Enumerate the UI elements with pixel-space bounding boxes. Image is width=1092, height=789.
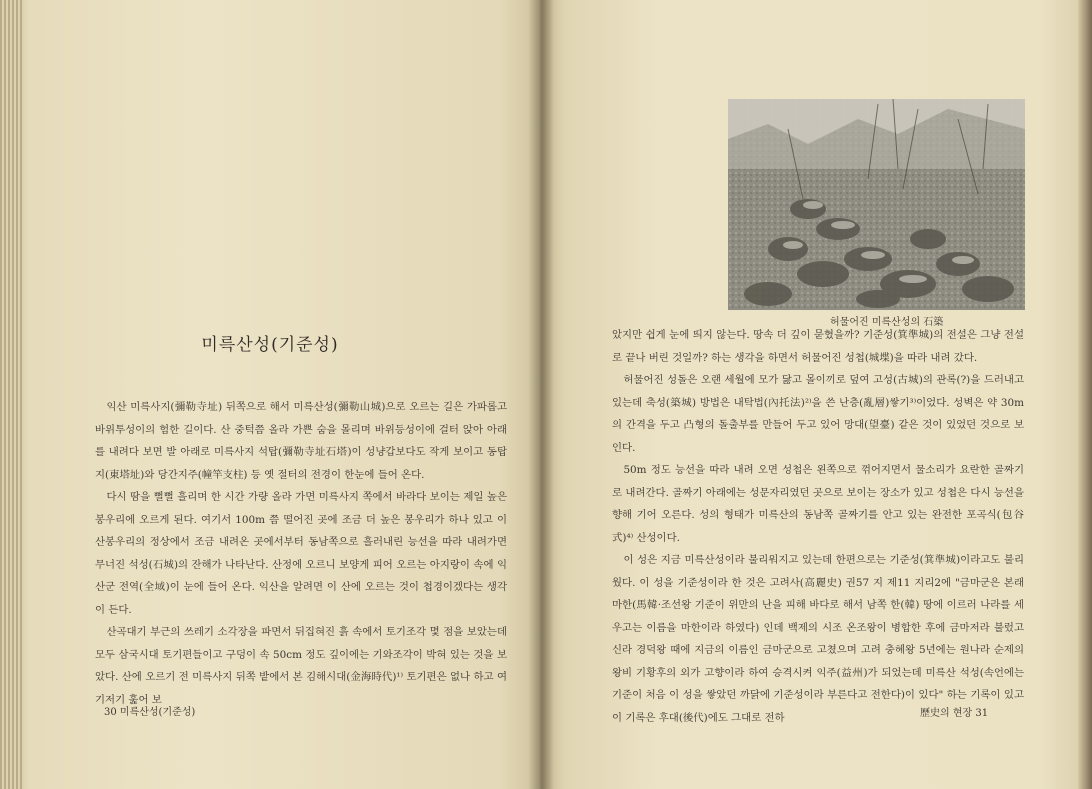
book-gutter <box>528 0 554 789</box>
paragraph: 허물어진 성돌은 오랜 세월에 모가 닳고 몰이끼로 덮여 고성(古城)의 관록(?)을 드러내고 있는데 축성(築城) 방법은 내탁법(內托法)²⁾을 쓴 난층(亂層)쌓기³⁾이었다. 성벽은 약 30m의 간격을 두고 凸형의 돌출부를 만들어 두고 있어 망대(望臺) 같은 것이 있었던 것으로 보인다. <box>612 374 1024 454</box>
right-body-text <box>612 324 1024 729</box>
paragraph: 산곡대기 부근의 쓰레기 소각장을 파면서 뒤집혀진 흙 속에서 토기조각 몇 점을 보았는데 모두 삼국시대 토기편들이고 구덩이 속 50cm 정도 깊이에는 기와조각이 박혀 있는 것을 보았다. 산에 오르기 전 미륵사지 뒤쪽 밭에서 본 김해시대(金海時代)¹⁾ 토기편은 없나 하고 여기저기 훑어 보 <box>95 626 507 706</box>
left-page <box>0 0 540 789</box>
right-page-folio: 歷史의 현장 31 <box>920 708 989 719</box>
fortress-wall-photo <box>728 99 1025 310</box>
section-title: 미륵산성(기준성) <box>201 335 339 355</box>
stone-wall-illustration <box>728 99 1025 310</box>
right-page <box>540 0 1092 789</box>
paragraph: 다시 땀을 뻘뻘 흘리며 한 시간 가량 올라 가면 미륵사지 쪽에서 바라다 보이는 제일 높은 봉우리에 오르게 된다. 여기서 100m 쯤 떨어진 곳에 조금 더 높은 봉우리가 하나 있고 이 산봉우리의 정상에서 조금 내려온 곳에서부터 동남쪽으로 흘러내린 능선을 따라 내려가면 무너진 석성(石城)의 잔해가 나타난다. 산정에 오르니 보양게 피어 오르는 아지랑이 속에 익산군 전역(全域)이 눈에 들어 온다. 익산을 알려면 이 산에 오르는 것이 첩경이겠다는 생각이 든다. <box>95 491 507 616</box>
photo-caption: 허물어진 미륵산성의 石築 <box>830 317 944 328</box>
left-body-text <box>95 396 507 711</box>
paragraph: 이 성은 지금 미륵산성이라 불리워지고 있는데 한편으로는 기준성(箕準城)이라고도 불리웠다. 이 성을 기준성이라 한 것은 고려사(高麗史) 권57 지 제11 지리2에 "금마군은 본래 마한(馬韓·조선왕 기준이 위만의 난을 피해 바다로 해서 남쪽 한(韓) 땅에 이르러 나라를 세우고는 이름을 마한이라 하였다) 인데 백제의 시조 온조왕이 병합한 후에 금마저라 불렀고 신라 경덕왕 때에 지금의 이름인 금마군으로 고쳤으며 고려 충혜왕 5년에는 원나라 순제의 왕비 기황후의 외가 고향이라 하여 승격시켜 익주(益州)가 되었는데 미륵산 석성(속언에는 기준이 처음 이 성을 쌓았던 까닭에 기준성이라 부른다고 전한다)이 있다" 하는 기록이 있고 이 기록은 후대(後代)에도 그대로 전하 <box>612 554 1024 724</box>
paragraph: 았지만 쉽게 눈에 띄지 않는다. 땅속 더 깊이 묻혔을까? 기준성(箕準城)의 전설은 그냥 전설로 끝나 버린 것일까? 하는 생각을 하면서 허물어진 성첩(城堞)을 따라 내려 갔다. <box>612 329 1024 364</box>
page-edges <box>0 0 24 789</box>
paragraph: 익산 미륵사지(彌勒寺址) 뒤쪽으로 해서 미륵산성(彌勒山城)으로 오르는 길은 가파롭고 바위투성이의 험한 길이다. 산 중턱쯤 올라 가쁜 숨을 몰리며 바위등성이에 걸터 앉아 아래를 내려다 보면 발 아래로 미륵사지 석탑(彌勒寺址石塔)이 성냥갑보다도 작게 보이고 동탑지(東塔址)와 당간지주(幢竿支柱) 등 옛 절터의 전경이 한눈에 들어 온다. <box>95 401 507 481</box>
left-page-folio: 30 미륵산성(기준성) <box>104 707 196 718</box>
page-right-edge <box>1078 0 1092 789</box>
paragraph: 50m 정도 능선을 따라 내려 오면 성첩은 왼쪽으로 꺾어지면서 물소리가 요란한 골짜기로 내려간다. 골짜기 아래에는 성문자리였던 곳으로 보이는 장소가 있고 성첩은 다시 능선을 향해 기어 오른다. 성의 형태가 미륵산의 동남쪽 골짜기를 안고 있는 완전한 포곡식(包谷式)⁴⁾ 산성이다. <box>612 464 1024 544</box>
